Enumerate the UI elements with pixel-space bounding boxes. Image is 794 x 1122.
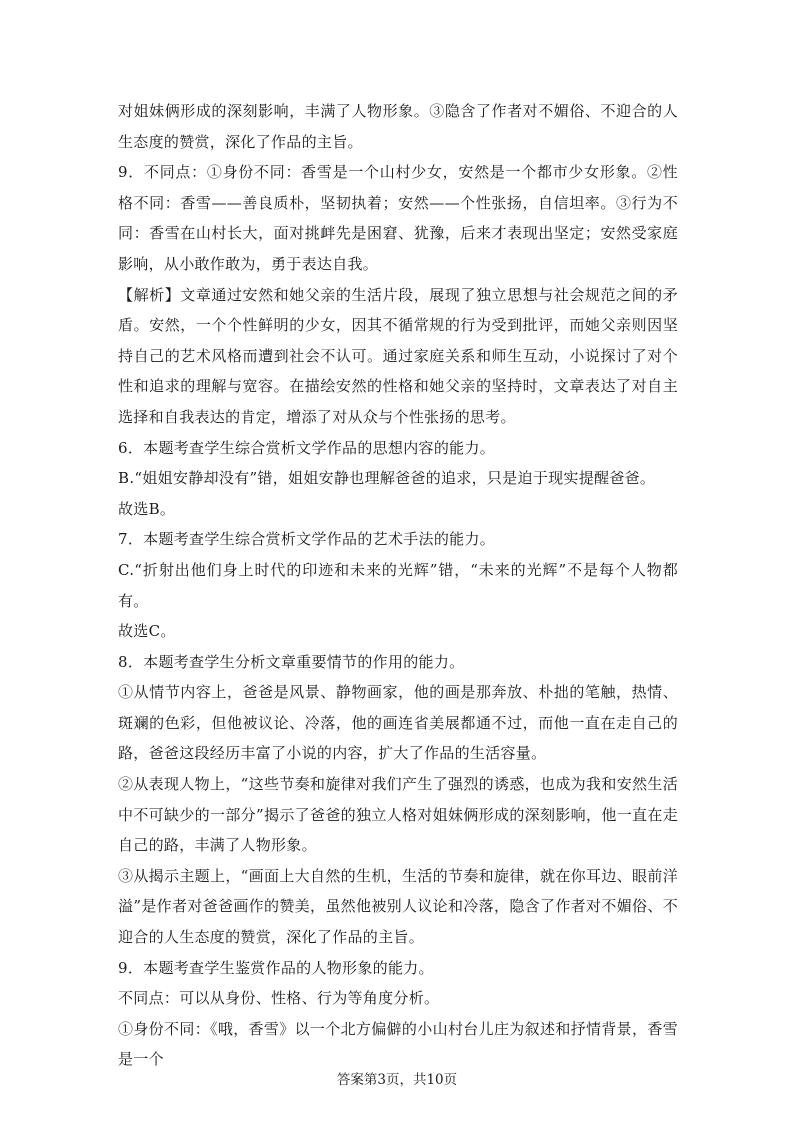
paragraph-analysis: 【解析】文章通过安然和她父亲的生活片段，展现了独立思想与社会规范之间的矛盾。安然，一个个性鲜明的少女，因其不循常规的行为受到批评，而她父亲则因坚持自己的艺术风格而遭到社会不认可。通过家庭关系和师生互动，小说探讨了对个性和追求的理解与宽容。在描绘安然的性格和她父亲的坚持时，文章表达了对自主选择和自我表达的肯定，增添了对从众与个性张扬的思考。 — [118, 285, 678, 426]
paragraph-q6-title: 6．本题考查学生综合赏析文学作品的思想内容的能力。 — [118, 438, 496, 457]
paragraph-q9-hint: 不同点：可以从身份、性格、行为等角度分析。 — [118, 989, 440, 1008]
paragraph-q9-title: 9．本题考查学生鉴赏作品的人物形象的能力。 — [118, 958, 434, 977]
answer-content — [118, 96, 678, 1075]
paragraph-q7-choice: 故选C。 — [118, 622, 176, 641]
paragraph-q7-title: 7．本题考查学生综合赏析文学作品的艺术手法的能力。 — [118, 530, 496, 549]
page-footer: 答案第3页，共10页 — [336, 1072, 458, 1088]
paragraph-q7-explain: C.“折射出他们身上时代的印迹和未来的光辉”错，“未来的光辉”不是每个人物都有。 — [118, 560, 678, 610]
paragraph-answer-9: 9．不同点：①身份不同：香雪是一个山村少女，安然是一个都市少女形象。②性格不同：香雪——善良质朴，坚韧执着；安然——个性张扬，自信坦率。③行为不同：香雪在山村长大，面对挑衅先是困窘、犹豫，后来才表现出坚定；安然受家庭影响，从小敢作敢为，勇于表达自我。 — [118, 163, 678, 273]
paragraph-q9-point1: ①身份不同：《哦，香雪》以一个北方偏僻的小山村台儿庄为叙述和抒情背景，香雪是一个 — [118, 1019, 678, 1069]
paragraph-q8-point2: ②从表现人物上，“这些节奏和旋律对我们产生了强烈的诱惑，也成为我和安然生活中不可缺少的一部分”揭示了爸爸的独立人格对姐妹俩形成的深刻影响，他一直在走自己的路，丰满了人物形象。 — [118, 775, 678, 855]
paragraph-q6-explain: B.“姐姐安静却没有”错，姐姐安静也理解爸爸的追求，只是迫于现实提醒爸爸。 — [118, 469, 656, 488]
paragraph-q6-choice: 故选B。 — [118, 499, 176, 518]
paragraph-q8-point3: ③从揭示主题上，“画面上大自然的生机，生活的节奏和旋律，就在你耳边、眼前洋溢”是作者对爸爸画作的赞美，虽然他被别人议论和冷落，隐含了作者对不媚俗、不迎合的人生态度的赞赏，深化了作品的主旨。 — [118, 866, 678, 947]
paragraph-q8-title: 8．本题考查学生分析文章重要情节的作用的能力。 — [118, 652, 465, 671]
paragraph-continuation: 对姐妹俩形成的深刻影响，丰满了人物形象。③隐含了作者对不媚俗、不迎合的人生态度的赞赏，深化了作品的主旨。 — [118, 102, 678, 151]
paragraph-q8-point1: ①从情节内容上，爸爸是风景、静物画家，他的画是那奔放、朴拙的笔触，热情、斑斓的色彩，但他被议论、冷落，他的画连省美展都通不过，而他一直在走自己的路，爸爸这段经历丰富了小说的内容，扩大了作品的生活容量。 — [118, 683, 678, 763]
